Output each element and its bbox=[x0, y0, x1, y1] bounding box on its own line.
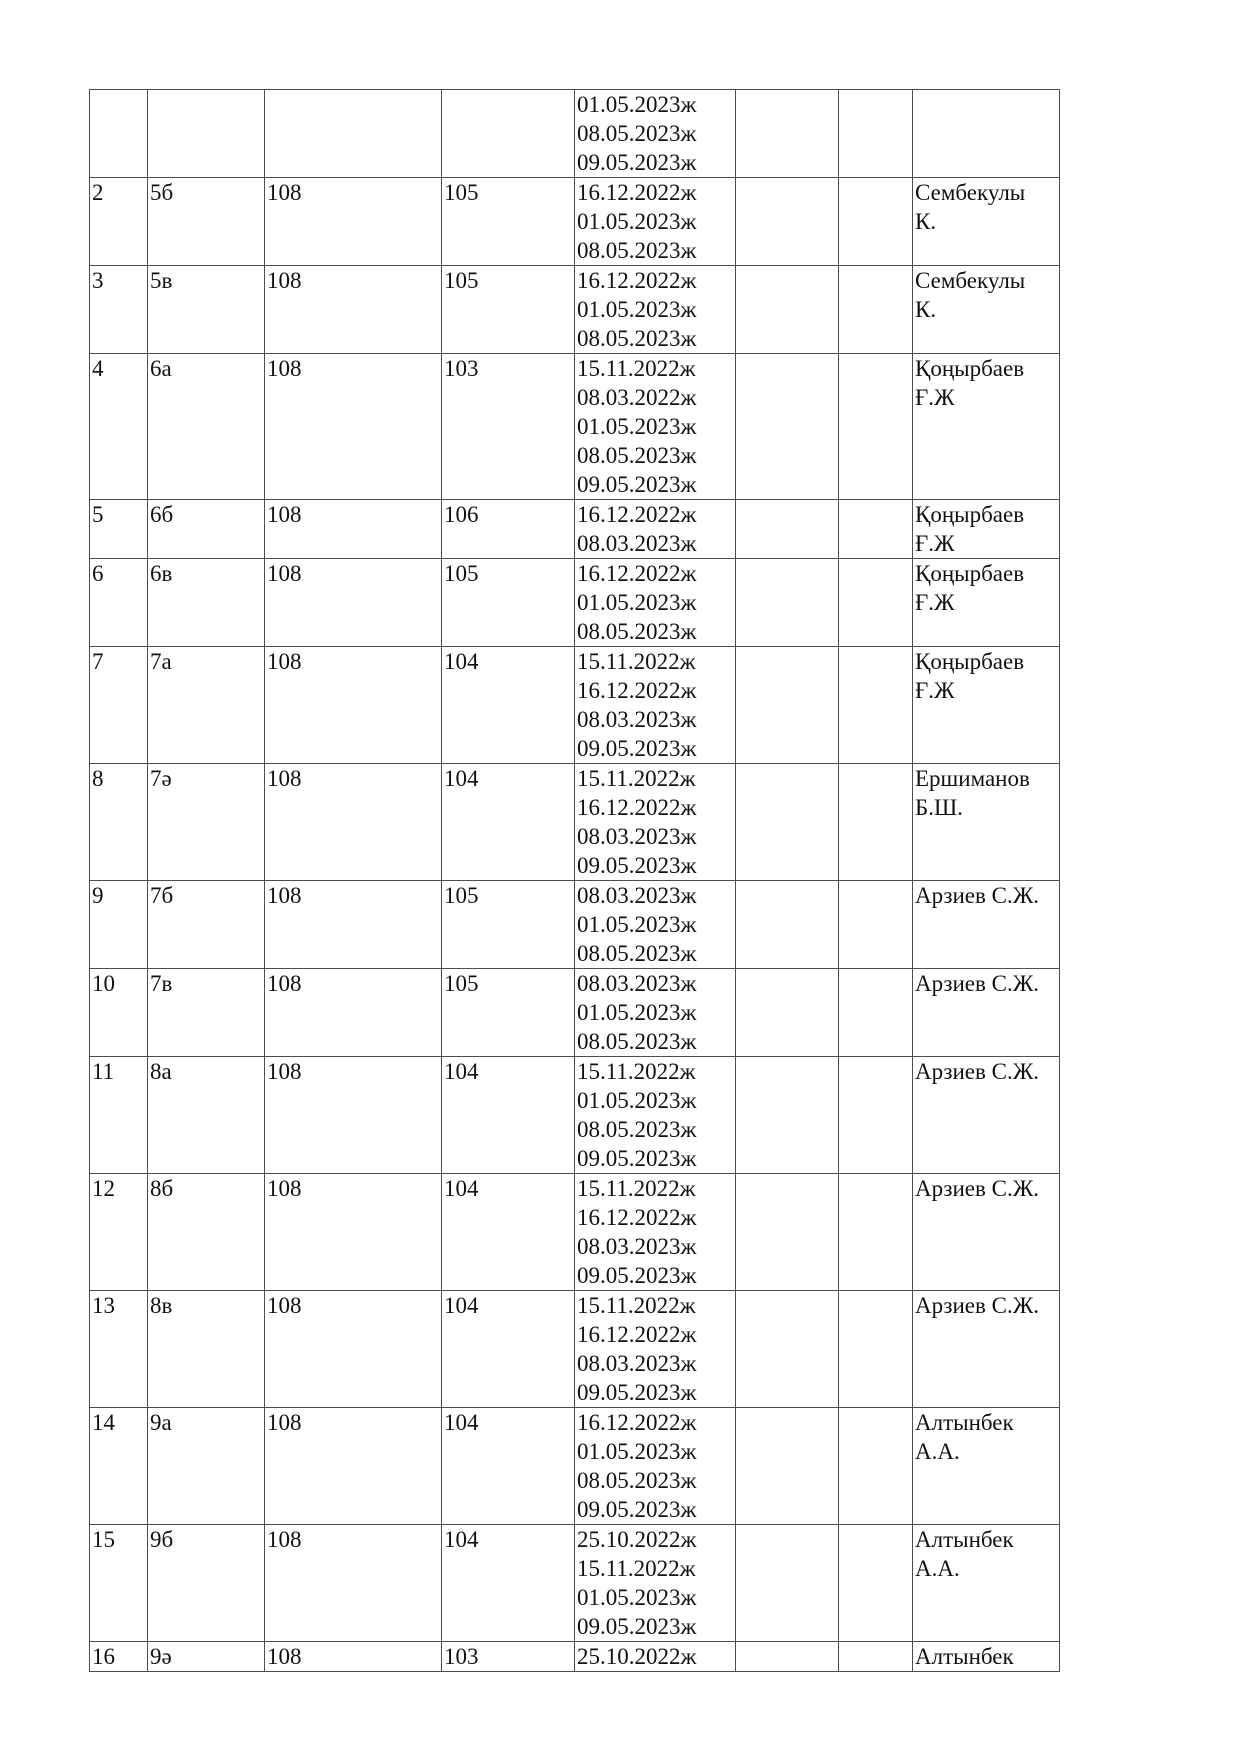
teacher-name-line: Алтынбек bbox=[915, 1527, 1014, 1552]
date-entry: 16.12.2022ж bbox=[577, 268, 697, 293]
date-entry: 01.05.2023ж bbox=[577, 209, 697, 234]
teacher-cell bbox=[913, 1408, 1060, 1525]
teacher-cell bbox=[913, 559, 1060, 647]
actual-hours-cell bbox=[442, 90, 575, 178]
row-number-cell: 11 bbox=[90, 1057, 148, 1174]
date-entry: 16.12.2022ж bbox=[577, 1410, 697, 1435]
table-row bbox=[90, 764, 1060, 881]
row-number-cell: 8 bbox=[90, 764, 148, 881]
teacher-name-line: Қоңырбаев bbox=[915, 356, 1025, 381]
table-row bbox=[90, 1408, 1060, 1525]
teacher-name-line: Арзиев С.Ж. bbox=[915, 1176, 1040, 1201]
teacher-name-line: Алтынбек bbox=[915, 1410, 1014, 1435]
dates-cell bbox=[575, 969, 736, 1057]
teacher-cell bbox=[913, 178, 1060, 266]
teacher-name-line: К. bbox=[915, 209, 937, 234]
date-entry: 01.05.2023ж bbox=[577, 912, 697, 937]
date-entry: 01.05.2023ж bbox=[577, 1585, 697, 1610]
class-cell: 8в bbox=[148, 1291, 265, 1408]
teacher-cell bbox=[913, 647, 1060, 764]
empty-cell-6 bbox=[736, 1642, 839, 1672]
date-entry: 08.03.2023ж bbox=[577, 1351, 697, 1376]
date-entry: 15.11.2022ж bbox=[577, 1556, 696, 1581]
actual-hours-cell: 105 bbox=[442, 178, 575, 266]
row-number-cell: 7 bbox=[90, 647, 148, 764]
empty-cell-6 bbox=[736, 1291, 839, 1408]
teacher-name-line: Алтынбек bbox=[915, 1644, 1014, 1669]
date-entry: 08.03.2023ж bbox=[577, 531, 697, 556]
planned-hours-cell: 108 bbox=[265, 559, 442, 647]
date-entry: 08.05.2023ж bbox=[577, 941, 697, 966]
table-row bbox=[90, 1642, 1060, 1672]
empty-cell-7 bbox=[839, 90, 913, 178]
table-row bbox=[90, 178, 1060, 266]
table-row bbox=[90, 500, 1060, 559]
planned-hours-cell: 108 bbox=[265, 1525, 442, 1642]
date-entry: 08.03.2023ж bbox=[577, 707, 697, 732]
class-cell bbox=[148, 90, 265, 178]
class-cell: 7а bbox=[148, 647, 265, 764]
date-entry: 15.11.2022ж bbox=[577, 1293, 696, 1318]
dates-cell bbox=[575, 1291, 736, 1408]
dates-cell bbox=[575, 500, 736, 559]
actual-hours-cell: 104 bbox=[442, 1525, 575, 1642]
dates-cell bbox=[575, 1174, 736, 1291]
actual-hours-cell: 105 bbox=[442, 881, 575, 969]
planned-hours-cell: 108 bbox=[265, 178, 442, 266]
actual-hours-cell: 106 bbox=[442, 500, 575, 559]
teacher-name-line: Ершиманов bbox=[915, 766, 1030, 791]
teacher-cell bbox=[913, 1174, 1060, 1291]
empty-cell-6 bbox=[736, 266, 839, 354]
dates-cell bbox=[575, 90, 736, 178]
row-number-cell: 14 bbox=[90, 1408, 148, 1525]
date-entry: 01.05.2023ж bbox=[577, 414, 697, 439]
class-cell: 8б bbox=[148, 1174, 265, 1291]
row-number-cell: 4 bbox=[90, 354, 148, 500]
date-entry: 08.03.2023ж bbox=[577, 971, 697, 996]
teacher-name-line: Ғ.Ж bbox=[915, 590, 955, 615]
dates-cell bbox=[575, 647, 736, 764]
row-number-cell: 16 bbox=[90, 1642, 148, 1672]
planned-hours-cell: 108 bbox=[265, 1057, 442, 1174]
empty-cell-6 bbox=[736, 559, 839, 647]
empty-cell-6 bbox=[736, 1057, 839, 1174]
actual-hours-cell: 104 bbox=[442, 647, 575, 764]
empty-cell-7 bbox=[839, 559, 913, 647]
table-row bbox=[90, 559, 1060, 647]
empty-cell-6 bbox=[736, 178, 839, 266]
empty-cell-7 bbox=[839, 647, 913, 764]
schedule-table bbox=[89, 89, 1060, 1672]
teacher-name-line: Ғ.Ж bbox=[915, 678, 955, 703]
row-number-cell: 13 bbox=[90, 1291, 148, 1408]
date-entry: 01.05.2023ж bbox=[577, 297, 697, 322]
teacher-name-line: Ғ.Ж bbox=[915, 385, 955, 410]
empty-cell-6 bbox=[736, 647, 839, 764]
date-entry: 16.12.2022ж bbox=[577, 180, 697, 205]
actual-hours-cell: 104 bbox=[442, 1291, 575, 1408]
empty-cell-6 bbox=[736, 90, 839, 178]
planned-hours-cell: 108 bbox=[265, 500, 442, 559]
teacher-name-line: Қоңырбаев bbox=[915, 649, 1025, 674]
date-entry: 08.05.2023ж bbox=[577, 1117, 697, 1142]
date-entry: 25.10.2022ж bbox=[577, 1527, 697, 1552]
empty-cell-7 bbox=[839, 1291, 913, 1408]
table-row bbox=[90, 266, 1060, 354]
date-entry: 16.12.2022ж bbox=[577, 1322, 697, 1347]
row-number-cell: 6 bbox=[90, 559, 148, 647]
date-entry: 16.12.2022ж bbox=[577, 502, 697, 527]
dates-cell bbox=[575, 1408, 736, 1525]
empty-cell-7 bbox=[839, 1642, 913, 1672]
class-cell: 9б bbox=[148, 1525, 265, 1642]
teacher-cell bbox=[913, 1525, 1060, 1642]
date-entry: 08.05.2023ж bbox=[577, 1468, 697, 1493]
teacher-name-line: Сембекулы bbox=[915, 268, 1026, 293]
teacher-name-line: Сембекулы bbox=[915, 180, 1026, 205]
row-number-cell: 9 bbox=[90, 881, 148, 969]
class-cell: 6б bbox=[148, 500, 265, 559]
table-row bbox=[90, 90, 1060, 178]
planned-hours-cell: 108 bbox=[265, 1291, 442, 1408]
empty-cell-7 bbox=[839, 1525, 913, 1642]
date-entry: 09.05.2023ж bbox=[577, 736, 697, 761]
date-entry: 01.05.2023ж bbox=[577, 590, 697, 615]
teacher-name-line: Қоңырбаев bbox=[915, 502, 1025, 527]
date-entry: 08.05.2023ж bbox=[577, 238, 697, 263]
empty-cell-6 bbox=[736, 969, 839, 1057]
class-cell: 5б bbox=[148, 178, 265, 266]
empty-cell-7 bbox=[839, 969, 913, 1057]
date-entry: 09.05.2023ж bbox=[577, 1380, 697, 1405]
date-entry: 16.12.2022ж bbox=[577, 561, 697, 586]
empty-cell-7 bbox=[839, 764, 913, 881]
row-number-cell: 12 bbox=[90, 1174, 148, 1291]
row-number-cell: 10 bbox=[90, 969, 148, 1057]
date-entry: 08.03.2023ж bbox=[577, 1234, 697, 1259]
date-entry: 08.03.2023ж bbox=[577, 824, 697, 849]
empty-cell-7 bbox=[839, 266, 913, 354]
teacher-cell bbox=[913, 1057, 1060, 1174]
date-entry: 01.05.2023ж bbox=[577, 1088, 697, 1113]
class-cell: 7б bbox=[148, 881, 265, 969]
table-row bbox=[90, 1057, 1060, 1174]
date-entry: 16.12.2022ж bbox=[577, 1205, 697, 1230]
empty-cell-7 bbox=[839, 178, 913, 266]
planned-hours-cell: 108 bbox=[265, 1642, 442, 1672]
date-entry: 16.12.2022ж bbox=[577, 678, 697, 703]
class-cell: 6в bbox=[148, 559, 265, 647]
teacher-cell bbox=[913, 266, 1060, 354]
date-entry: 08.05.2023ж bbox=[577, 326, 697, 351]
empty-cell-7 bbox=[839, 1408, 913, 1525]
empty-cell-6 bbox=[736, 764, 839, 881]
dates-cell bbox=[575, 1525, 736, 1642]
date-entry: 08.05.2023ж bbox=[577, 443, 697, 468]
actual-hours-cell: 104 bbox=[442, 1057, 575, 1174]
class-cell: 7в bbox=[148, 969, 265, 1057]
date-entry: 16.12.2022ж bbox=[577, 795, 697, 820]
table-row bbox=[90, 354, 1060, 500]
planned-hours-cell: 108 bbox=[265, 764, 442, 881]
teacher-cell bbox=[913, 969, 1060, 1057]
date-entry: 15.11.2022ж bbox=[577, 1176, 696, 1201]
table-row bbox=[90, 969, 1060, 1057]
teacher-name-line: К. bbox=[915, 297, 937, 322]
table-row bbox=[90, 1291, 1060, 1408]
date-entry: 09.05.2023ж bbox=[577, 1263, 697, 1288]
teacher-cell bbox=[913, 1642, 1060, 1672]
empty-cell-6 bbox=[736, 1408, 839, 1525]
row-number-cell: 5 bbox=[90, 500, 148, 559]
actual-hours-cell: 105 bbox=[442, 969, 575, 1057]
date-entry: 09.05.2023ж bbox=[577, 150, 697, 175]
class-cell: 9ә bbox=[148, 1642, 265, 1672]
class-cell: 5в bbox=[148, 266, 265, 354]
teacher-name-line: Арзиев С.Ж. bbox=[915, 883, 1040, 908]
teacher-cell bbox=[913, 881, 1060, 969]
date-entry: 15.11.2022ж bbox=[577, 649, 696, 674]
date-entry: 15.11.2022ж bbox=[577, 1059, 696, 1084]
actual-hours-cell: 104 bbox=[442, 1174, 575, 1291]
class-cell: 9а bbox=[148, 1408, 265, 1525]
empty-cell-6 bbox=[736, 1525, 839, 1642]
date-entry: 08.05.2023ж bbox=[577, 121, 697, 146]
table-row bbox=[90, 1525, 1060, 1642]
date-entry: 08.03.2022ж bbox=[577, 385, 697, 410]
empty-cell-7 bbox=[839, 1057, 913, 1174]
teacher-name-line: Арзиев С.Ж. bbox=[915, 1293, 1040, 1318]
row-number-cell bbox=[90, 90, 148, 178]
empty-cell-6 bbox=[736, 354, 839, 500]
actual-hours-cell: 104 bbox=[442, 1408, 575, 1525]
planned-hours-cell: 108 bbox=[265, 969, 442, 1057]
class-cell: 8а bbox=[148, 1057, 265, 1174]
planned-hours-cell: 108 bbox=[265, 354, 442, 500]
teacher-cell bbox=[913, 1291, 1060, 1408]
dates-cell bbox=[575, 881, 736, 969]
date-entry: 08.05.2023ж bbox=[577, 1029, 697, 1054]
empty-cell-6 bbox=[736, 1174, 839, 1291]
planned-hours-cell: 108 bbox=[265, 1174, 442, 1291]
actual-hours-cell: 103 bbox=[442, 1642, 575, 1672]
dates-cell bbox=[575, 1057, 736, 1174]
empty-cell-6 bbox=[736, 881, 839, 969]
dates-cell bbox=[575, 1642, 736, 1672]
class-cell: 7ә bbox=[148, 764, 265, 881]
teacher-name-line: Арзиев С.Ж. bbox=[915, 971, 1040, 996]
empty-cell-7 bbox=[839, 354, 913, 500]
date-entry: 01.05.2023ж bbox=[577, 92, 697, 117]
teacher-name-line: Арзиев С.Ж. bbox=[915, 1059, 1040, 1084]
teacher-name-line: Қоңырбаев bbox=[915, 561, 1025, 586]
planned-hours-cell bbox=[265, 90, 442, 178]
date-entry: 08.03.2023ж bbox=[577, 883, 697, 908]
row-number-cell: 15 bbox=[90, 1525, 148, 1642]
teacher-cell bbox=[913, 500, 1060, 559]
table-row bbox=[90, 647, 1060, 764]
row-number-cell: 3 bbox=[90, 266, 148, 354]
planned-hours-cell: 108 bbox=[265, 1408, 442, 1525]
teacher-cell bbox=[913, 354, 1060, 500]
teacher-name-line: Ғ.Ж bbox=[915, 531, 955, 556]
teacher-cell bbox=[913, 90, 1060, 178]
table-row bbox=[90, 881, 1060, 969]
date-entry: 09.05.2023ж bbox=[577, 1497, 697, 1522]
actual-hours-cell: 103 bbox=[442, 354, 575, 500]
dates-cell bbox=[575, 266, 736, 354]
row-number-cell: 2 bbox=[90, 178, 148, 266]
planned-hours-cell: 108 bbox=[265, 266, 442, 354]
date-entry: 09.05.2023ж bbox=[577, 472, 697, 497]
date-entry: 25.10.2022ж bbox=[577, 1644, 697, 1669]
date-entry: 09.05.2023ж bbox=[577, 1614, 697, 1639]
teacher-name-line: Б.Ш. bbox=[915, 795, 963, 820]
teacher-name-line: А.А. bbox=[915, 1556, 960, 1581]
date-entry: 08.05.2023ж bbox=[577, 619, 697, 644]
empty-cell-7 bbox=[839, 881, 913, 969]
actual-hours-cell: 104 bbox=[442, 764, 575, 881]
actual-hours-cell: 105 bbox=[442, 559, 575, 647]
schedule-table-body bbox=[90, 90, 1060, 1672]
date-entry: 09.05.2023ж bbox=[577, 853, 697, 878]
empty-cell-6 bbox=[736, 500, 839, 559]
class-cell: 6а bbox=[148, 354, 265, 500]
actual-hours-cell: 105 bbox=[442, 266, 575, 354]
empty-cell-7 bbox=[839, 500, 913, 559]
dates-cell bbox=[575, 559, 736, 647]
dates-cell bbox=[575, 178, 736, 266]
planned-hours-cell: 108 bbox=[265, 647, 442, 764]
date-entry: 09.05.2023ж bbox=[577, 1146, 697, 1171]
planned-hours-cell: 108 bbox=[265, 881, 442, 969]
teacher-cell bbox=[913, 764, 1060, 881]
date-entry: 01.05.2023ж bbox=[577, 1000, 697, 1025]
dates-cell bbox=[575, 764, 736, 881]
empty-cell-7 bbox=[839, 1174, 913, 1291]
teacher-name-line: А.А. bbox=[915, 1439, 960, 1464]
date-entry: 01.05.2023ж bbox=[577, 1439, 697, 1464]
date-entry: 15.11.2022ж bbox=[577, 356, 696, 381]
dates-cell bbox=[575, 354, 736, 500]
date-entry: 15.11.2022ж bbox=[577, 766, 696, 791]
table-row bbox=[90, 1174, 1060, 1291]
